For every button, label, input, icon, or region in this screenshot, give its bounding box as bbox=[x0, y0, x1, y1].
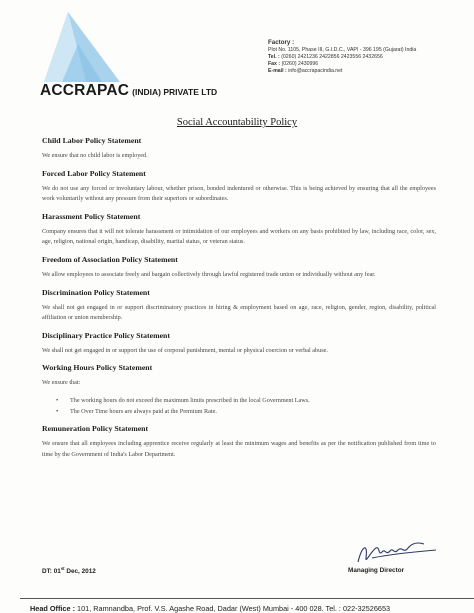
section-body: We allow employees to associate freely and bargain collectively through lawful registered trade union or individually without any fear. bbox=[42, 270, 376, 278]
factory-address: Plot No. 1105, Phase III, G.I.D.C., VAPI - 396 195 (Gujarat) India bbox=[268, 46, 417, 53]
section-body: We shall not get engaged in or support discriminatory practices in hiring & employment based on age, race, religion, gender, region, disability, political affiliation or union membership. bbox=[42, 303, 436, 322]
factory-email: E-mail : info@accrapacindia.net bbox=[268, 67, 343, 74]
section-freedom-association bbox=[42, 255, 436, 281]
section-child-labor bbox=[42, 136, 436, 162]
section-body: We do not use any forced or involuntary labour, whether prison, bonded indentured or otherwise. This is being achieved by ensuring that all the employees work voluntarily without any pressure from their superiors or subordinates. bbox=[42, 184, 436, 203]
factory-fax: Fax : (0260) 2430996 bbox=[268, 60, 319, 67]
section-remuneration bbox=[42, 424, 436, 460]
document-date: DT: 01st Dec, 2012 bbox=[42, 566, 96, 576]
section-body: We ensure that: bbox=[42, 379, 81, 387]
section-heading: Freedom of Association Policy Statement bbox=[42, 254, 178, 264]
section-discrimination bbox=[42, 288, 436, 324]
section-working-hours bbox=[42, 363, 436, 417]
section-disciplinary bbox=[42, 331, 436, 357]
factory-tel: Tel. : (0260) 2421236 2422856 2423556 2432656 bbox=[268, 53, 383, 60]
section-heading: Discrimination Policy Statement bbox=[42, 287, 150, 297]
company-brand: ACCRAPAC bbox=[40, 82, 130, 99]
factory-heading: Factory : bbox=[268, 39, 295, 46]
section-heading: Harassment Policy Statement bbox=[42, 211, 141, 221]
policy-sections bbox=[42, 136, 436, 467]
factory-address-block bbox=[268, 40, 468, 75]
company-suffix: (INDIA) PRIVATE LTD bbox=[132, 87, 218, 97]
section-forced-labor bbox=[42, 169, 436, 205]
list-item: • The Over Time hours are always paid at the Premium Rate. bbox=[64, 407, 436, 418]
footer-divider bbox=[20, 598, 474, 599]
section-heading: Forced Labor Policy Statement bbox=[42, 168, 146, 178]
section-harassment bbox=[42, 212, 436, 248]
section-body: Company ensures that it will not tolerate harassment or intimidation of our employees and workers on any basis prohibited by law, including race, color, sex, age, religion, national origin, handicap, disability, marital status, or veteran status. bbox=[42, 227, 436, 246]
section-heading: Remuneration Policy Statement bbox=[42, 424, 149, 434]
head-office-address: Head Office : 101, Ramnandba, Prof. V.S. Agashe Road, Dadar (West) Mumbai - 400 028. Tel. : 022-32526653 bbox=[30, 604, 391, 613]
working-hours-list bbox=[42, 396, 436, 417]
list-item: • The working hours do not exceed the maximum limits prescribed in the local Government Laws. bbox=[64, 396, 436, 407]
signatory-title: Managing Director bbox=[348, 567, 405, 574]
signature-icon bbox=[352, 536, 442, 568]
document-title: Social Accountability Policy bbox=[176, 117, 298, 128]
company-name bbox=[40, 82, 217, 100]
section-heading: Disciplinary Practice Policy Statement bbox=[42, 330, 170, 340]
section-heading: Child Labor Policy Statement bbox=[42, 136, 142, 145]
company-logo-icon bbox=[44, 8, 124, 84]
section-heading: Working Hours Policy Statement bbox=[42, 363, 153, 373]
section-body: We ensure that all employees including apprentice receive regularly at least the minimum wages and benefits as per the notification published from time to time by the Government of India's Labor Department. bbox=[42, 440, 436, 458]
section-body: We shall not get engaged in or support the use of corporal punishment, mental or physical coercion or verbal abuse. bbox=[42, 346, 328, 354]
section-body: We ensure that no child labor is employed. bbox=[42, 152, 148, 159]
